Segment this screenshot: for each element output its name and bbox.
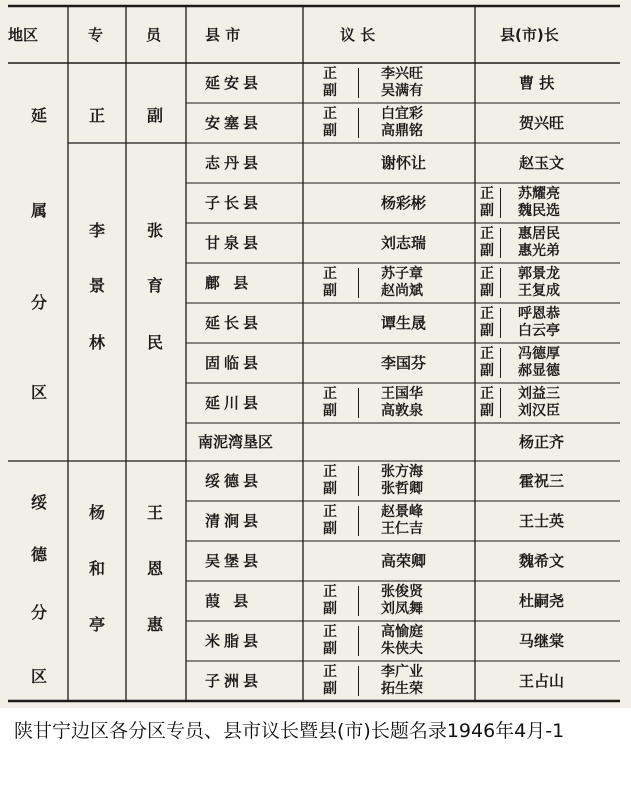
region-yanshu-char-4: 区 [30, 383, 47, 402]
magistrate-bracket [500, 348, 501, 378]
speaker-main-label: 正 [323, 624, 337, 640]
speaker-main-label: 正 [323, 386, 337, 402]
commissioner-sui-deputy-char-1: 王 [146, 503, 163, 522]
speaker-main-name: 张俊贤 [381, 584, 423, 600]
commissioner-sui-deputy-char-3: 惠 [146, 615, 163, 634]
speaker-main-label: 正 [323, 266, 337, 282]
commissioner-sui-main-char-1: 杨 [88, 503, 105, 522]
header-commissioner-1: 专 [88, 26, 104, 44]
region-yanshu-char-1: 延 [30, 106, 47, 125]
speaker-deputy-name: 赵尚斌 [381, 283, 423, 299]
magistrate-deputy-label: 副 [480, 203, 494, 219]
magistrate-bracket [500, 188, 501, 218]
commissioner-sui-main-char-3: 亭 [88, 615, 105, 634]
speaker-main-name: 白宜彩 [381, 106, 423, 122]
magistrate-name: 杜嗣尧 [519, 592, 565, 610]
speaker-main-label: 正 [323, 504, 337, 520]
magistrate-main-label: 正 [480, 386, 494, 402]
header-region: 地区 [8, 26, 39, 44]
speaker-bracket [358, 268, 359, 298]
speaker-bracket [358, 626, 359, 656]
speaker-deputy-name: 王仁吉 [381, 521, 423, 537]
speaker-main-name: 李兴旺 [381, 66, 423, 82]
speaker-main-label: 正 [323, 584, 337, 600]
county-name: 安塞县 [205, 114, 263, 132]
magistrate-main-name: 呼恩恭 [518, 306, 560, 322]
region-suide-char-1: 绥 [30, 493, 47, 512]
magistrate-deputy-label: 副 [480, 403, 494, 419]
speaker-deputy-name: 朱侠夫 [381, 641, 423, 657]
county-name: 甘泉县 [205, 234, 263, 252]
magistrate-name: 赵玉文 [519, 154, 565, 172]
speaker-deputy-label: 副 [323, 481, 337, 497]
magistrate-deputy-label: 副 [480, 243, 494, 259]
magistrate-bracket [500, 388, 501, 418]
speaker-deputy-name: 高鼎铭 [381, 123, 423, 139]
magistrate-name: 王士英 [519, 512, 565, 530]
magistrate-deputy-name: 郝显德 [518, 363, 560, 379]
magistrate-main-label: 正 [480, 226, 494, 242]
speaker-deputy-name: 吴满有 [381, 83, 423, 99]
magistrate-main-label: 正 [480, 266, 494, 282]
speaker-deputy-label: 副 [323, 403, 337, 419]
magistrate-main-label: 正 [480, 186, 494, 202]
header-commissioner-2: 员 [146, 26, 162, 44]
county-name: 吴堡县 [205, 552, 263, 570]
county-name: 子洲县 [205, 672, 263, 690]
speaker-name: 杨彩彬 [381, 194, 427, 212]
speaker-bracket [358, 466, 359, 496]
county-name: 清涧县 [205, 512, 263, 530]
speaker-bracket [358, 388, 359, 418]
speaker-bracket [358, 586, 359, 616]
commissioner-yan-main-char-2: 景 [88, 276, 105, 295]
county-name: 延长县 [205, 314, 263, 332]
header-magistrate: 县(市)长 [500, 26, 559, 44]
magistrate-name: 贺兴旺 [519, 114, 565, 132]
magistrate-main-label: 正 [480, 306, 494, 322]
magistrate-name: 王占山 [519, 672, 565, 690]
speaker-deputy-name: 张哲卿 [381, 481, 423, 497]
speaker-main-label: 正 [323, 66, 337, 82]
county-name: 南泥湾垦区 [198, 433, 274, 451]
speaker-main-name: 苏子章 [381, 266, 423, 282]
speaker-bracket [358, 108, 359, 138]
speaker-deputy-label: 副 [323, 83, 337, 99]
magistrate-deputy-name: 刘汉臣 [518, 403, 560, 419]
magistrate-name: 马继棠 [519, 632, 565, 650]
magistrate-deputy-label: 副 [480, 323, 494, 339]
region-suide-char-3: 分 [30, 603, 47, 622]
magistrate-bracket [500, 308, 501, 338]
speaker-main-name: 赵景峰 [381, 504, 423, 520]
region-suide-char-4: 区 [30, 667, 47, 686]
speaker-main-label: 正 [323, 106, 337, 122]
magistrate-main-label: 正 [480, 346, 494, 362]
magistrate-deputy-label: 副 [480, 363, 494, 379]
speaker-main-label: 正 [323, 664, 337, 680]
speaker-main-name: 王国华 [381, 386, 423, 402]
magistrate-name: 曹 扶 [519, 74, 555, 92]
commissioner-yan-main-char-1: 李 [88, 221, 105, 240]
magistrate-main-name: 郭景龙 [518, 266, 560, 282]
speaker-main-label: 正 [323, 464, 337, 480]
commissioner-yan-deputy-char-3: 民 [146, 333, 163, 352]
speaker-name: 高荣卿 [381, 552, 427, 570]
county-name: 米脂县 [205, 632, 263, 650]
county-name: 固临县 [205, 354, 263, 372]
speaker-name: 谭生晟 [381, 314, 427, 332]
speaker-main-name: 高愉庭 [381, 624, 423, 640]
speaker-bracket [358, 68, 359, 98]
county-name: 鄜 县 [205, 274, 253, 292]
magistrate-main-name: 惠居民 [518, 226, 560, 242]
county-name: 葭 县 [205, 592, 253, 610]
speaker-main-name: 张方海 [381, 464, 423, 480]
county-name: 绥德县 [205, 472, 263, 490]
commissioner-sui-deputy-char-2: 恩 [146, 559, 163, 578]
speaker-deputy-name: 拓生荣 [381, 681, 423, 697]
speaker-bracket [358, 506, 359, 536]
magistrate-name: 杨正齐 [519, 433, 565, 451]
county-name: 延川县 [205, 394, 263, 412]
magistrate-deputy-name: 王复成 [518, 283, 560, 299]
county-name: 子长县 [205, 194, 263, 212]
speaker-deputy-label: 副 [323, 521, 337, 537]
magistrate-bracket [500, 228, 501, 258]
speaker-deputy-label: 副 [323, 601, 337, 617]
speaker-deputy-name: 高敦泉 [381, 403, 423, 419]
commissioner-sui-main-char-2: 和 [88, 559, 105, 578]
commissioner-yan-main-char-3: 林 [88, 333, 105, 352]
magistrate-main-name: 刘益三 [518, 386, 560, 402]
header-county: 县 市 [205, 26, 241, 44]
speaker-deputy-label: 副 [323, 681, 337, 697]
region-suide-char-2: 德 [30, 545, 47, 564]
magistrate-deputy-label: 副 [480, 283, 494, 299]
magistrate-bracket [500, 268, 501, 298]
speaker-deputy-label: 副 [323, 283, 337, 299]
magistrate-name: 魏希文 [519, 552, 565, 570]
commissioner-yan-deputy-char-2: 育 [146, 276, 163, 295]
region-yanshu-char-3: 分 [30, 293, 47, 312]
magistrate-deputy-name: 惠光弟 [518, 243, 560, 259]
speaker-bracket [358, 666, 359, 696]
caption: 陕甘宁边区各分区专员、县市议长暨县(市)长题名录1946年4月-1 [14, 720, 565, 742]
speaker-main-name: 李广业 [381, 664, 423, 680]
speaker-name: 谢怀让 [381, 154, 427, 172]
commissioner-deputy-label: 副 [146, 106, 163, 125]
region-yanshu-char-2: 属 [30, 201, 47, 220]
header-speaker: 议 长 [340, 26, 376, 44]
speaker-deputy-name: 刘凤舞 [381, 601, 423, 617]
commissioner-main-label: 正 [88, 106, 105, 125]
speaker-name: 李国芬 [381, 354, 427, 372]
magistrate-main-name: 苏耀亮 [518, 186, 560, 202]
magistrate-main-name: 冯德厚 [518, 346, 560, 362]
commissioner-yan-deputy-char-1: 张 [146, 221, 163, 240]
speaker-name: 刘志瑞 [381, 234, 427, 252]
county-name: 志丹县 [205, 154, 263, 172]
magistrate-name: 霍祝三 [519, 472, 565, 490]
magistrate-deputy-name: 魏民选 [518, 203, 560, 219]
speaker-deputy-label: 副 [323, 123, 337, 139]
speaker-deputy-label: 副 [323, 641, 337, 657]
county-name: 延安县 [205, 74, 263, 92]
magistrate-deputy-name: 白云亭 [518, 323, 560, 339]
